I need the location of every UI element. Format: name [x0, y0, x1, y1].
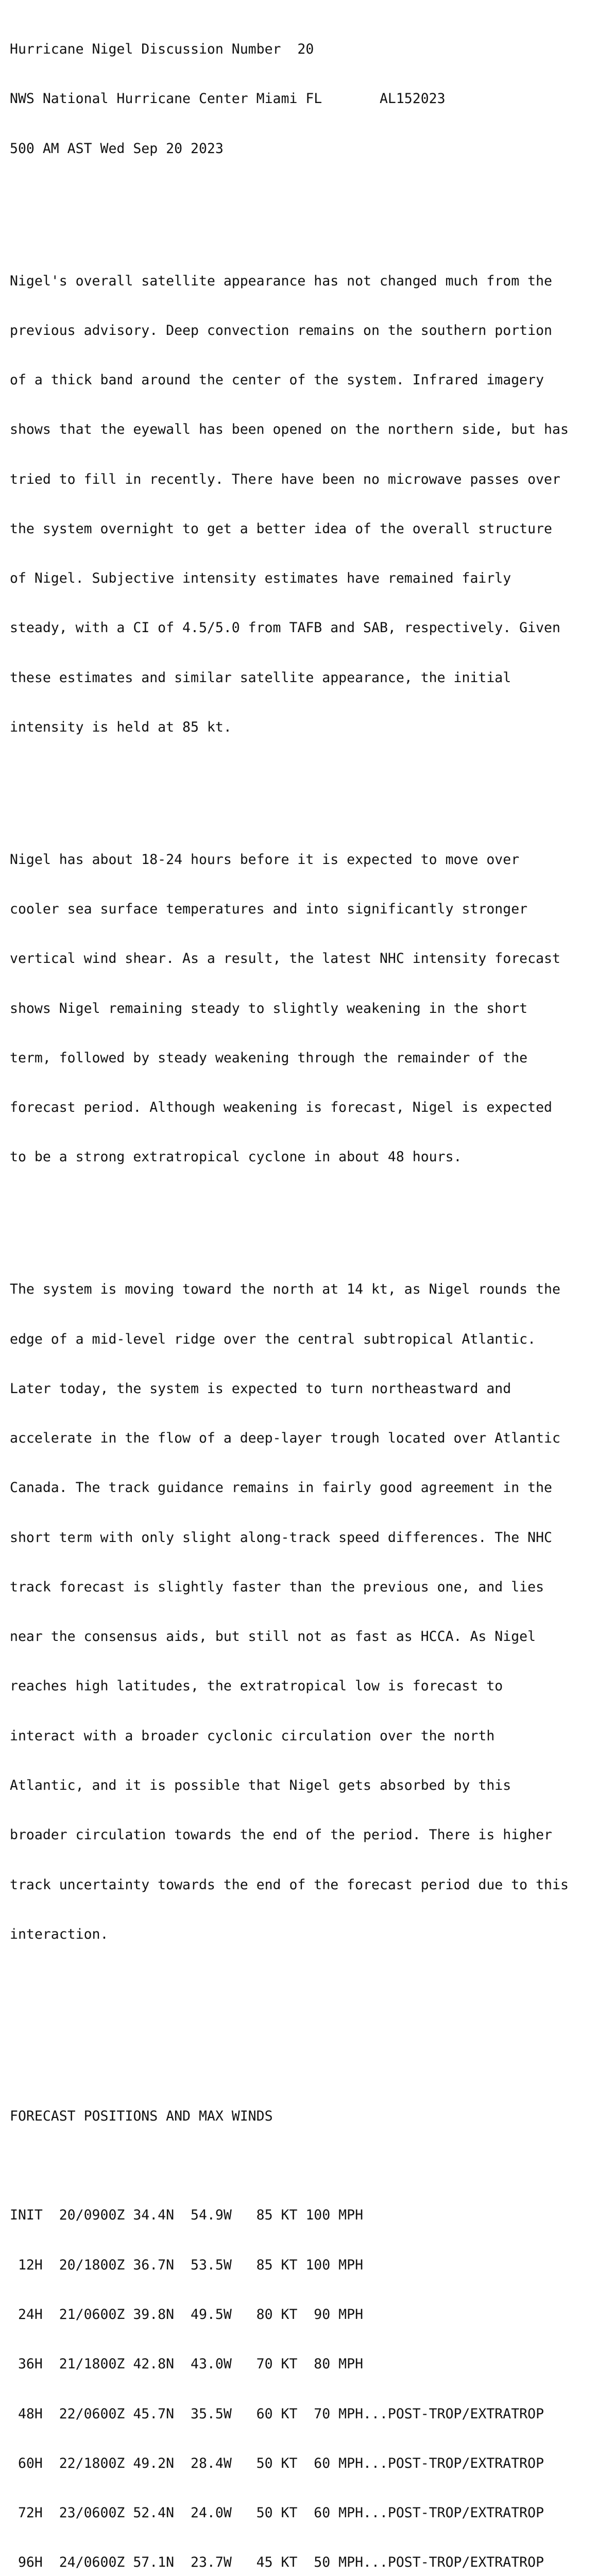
forecast-row: 48H 22/0600Z 45.7N 35.5W 60 KT 70 MPH...POST-TROP/EXTRATROP — [10, 2405, 544, 2422]
blank-line — [10, 769, 612, 785]
forecast-row: 24H 21/0600Z 39.8N 49.5W 80 KT 90 MPH — [10, 2307, 364, 2323]
paragraph-3-line: interact with a broader cyclonic circulation over the north — [10, 1727, 495, 1744]
paragraph-3-line: near the consensus aids, but still not as fast as HCCA. As Nigel — [10, 1629, 536, 1645]
paragraph-3-line: interaction. — [10, 1926, 109, 1942]
blank-line — [10, 2158, 612, 2174]
paragraph-1-line: tried to fill in recently. There have been no microwave passes over — [10, 471, 560, 487]
paragraph-1-line: steady, with a CI of 4.5/5.0 from TAFB and SAB, respectively. Given — [10, 620, 560, 636]
paragraph-3-line: track forecast is slightly faster than the previous one, and lies — [10, 1579, 544, 1595]
paragraph-1-line: previous advisory. Deep convection remains on the southern portion — [10, 322, 552, 338]
paragraph-3-line: broader circulation towards the end of the period. There is higher — [10, 1827, 552, 1843]
blank-line — [10, 2025, 612, 2042]
paragraph-1-line: the system overnight to get a better idea of the overall structure — [10, 520, 552, 537]
paragraph-2-line: Nigel has about 18-24 hours before it is expected to move over — [10, 851, 520, 868]
paragraph-3-line: The system is moving toward the north at 14 kt, as Nigel rounds the — [10, 1281, 560, 1298]
discussion-title: Hurricane Nigel Discussion Number 20 — [10, 41, 314, 58]
issuing-office: NWS National Hurricane Center Miami FL AL152023 — [10, 91, 446, 107]
paragraph-3-line: Canada. The track guidance remains in fairly good agreement in the — [10, 1480, 552, 1496]
forecast-row: 72H 23/0600Z 52.4N 24.0W 50 KT 60 MPH...POST-TROP/EXTRATROP — [10, 2505, 544, 2521]
paragraph-3-line: Later today, the system is expected to turn northeastward and — [10, 1380, 511, 1397]
paragraph-1-line: of a thick band around the center of the system. Infrared imagery — [10, 372, 544, 388]
forecast-row: 12H 20/1800Z 36.7N 53.5W 85 KT 100 MPH — [10, 2257, 364, 2273]
paragraph-1-line: these estimates and similar satellite appearance, the initial — [10, 669, 511, 686]
paragraph-1-line: shows that the eyewall has been opened on the northern side, but has — [10, 421, 569, 438]
paragraph-3-line: reaches high latitudes, the extratropical low is forecast to — [10, 1678, 503, 1694]
paragraph-2-line: term, followed by steady weakening through the remainder of the — [10, 1049, 528, 1066]
blank-line — [10, 1976, 612, 1992]
forecast-row: 96H 24/0600Z 57.1N 23.7W 45 KT 50 MPH...POST-TROP/EXTRATROP — [10, 2554, 544, 2571]
forecast-row: INIT 20/0900Z 34.4N 54.9W 85 KT 100 MPH — [10, 2207, 364, 2224]
paragraph-1-line: of Nigel. Subjective intensity estimates have remained fairly — [10, 570, 511, 587]
paragraph-2-line: forecast period. Although weakening is forecast, Nigel is expected — [10, 1099, 552, 1116]
paragraph-3-line: short term with only slight along-track speed differences. The NHC — [10, 1529, 552, 1546]
discussion-document — [10, 8, 612, 2576]
forecast-heading: FORECAST POSITIONS AND MAX WINDS — [10, 2108, 273, 2124]
paragraph-3-line: accelerate in the flow of a deep-layer trough located over Atlantic — [10, 1430, 560, 1447]
forecast-row: 36H 21/1800Z 42.8N 43.0W 70 KT 80 MPH — [10, 2356, 364, 2372]
paragraph-2-line: vertical wind shear. As a result, the latest NHC intensity forecast — [10, 951, 560, 967]
paragraph-2-line: cooler sea surface temperatures and into significantly stronger — [10, 901, 528, 918]
paragraph-1-line: Nigel's overall satellite appearance has not changed much from the — [10, 273, 552, 289]
paragraph-3-line: edge of a mid-level ridge over the central subtropical Atlantic. — [10, 1331, 536, 1347]
paragraph-1-line: intensity is held at 85 kt. — [10, 719, 232, 736]
paragraph-3-line: Atlantic, and it is possible that Nigel gets absorbed by this — [10, 1777, 511, 1794]
issue-timestamp: 500 AM AST Wed Sep 20 2023 — [10, 140, 224, 157]
blank-line — [10, 190, 612, 207]
paragraph-3-line: track uncertainty towards the end of the forecast period due to this — [10, 1876, 569, 1893]
forecast-row: 60H 22/1800Z 49.2N 28.4W 50 KT 60 MPH...POST-TROP/EXTRATROP — [10, 2455, 544, 2471]
blank-line — [10, 1199, 612, 1215]
paragraph-2-line: shows Nigel remaining steady to slightly weakening in the short — [10, 1000, 528, 1016]
paragraph-2-line: to be a strong extratropical cyclone in about 48 hours. — [10, 1149, 462, 1165]
